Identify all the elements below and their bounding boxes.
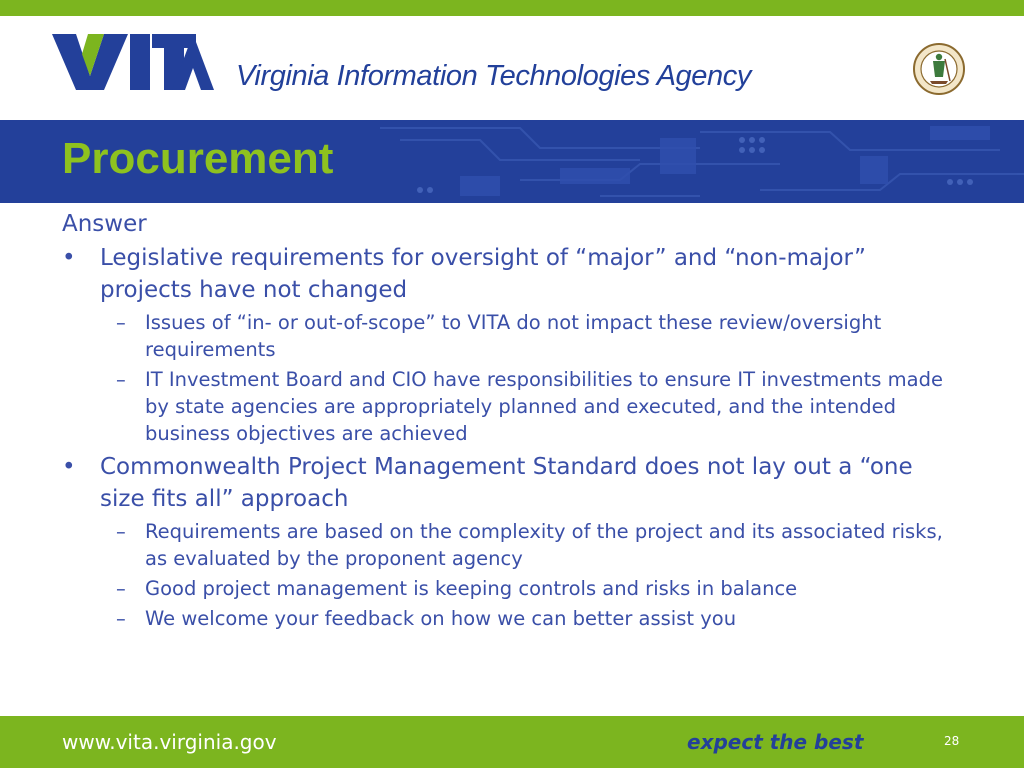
slide-footer [0,716,1024,768]
sub-bullet-item [62,605,962,632]
sub-bullet-text: Requirements are based on the complexity of the project and its associated risks, as evaluated by the proponent agency [145,520,943,570]
bullet-dot-icon: • [62,245,76,271]
agency-name: Virginia Information Technologies Agency [236,60,751,92]
dash-icon: – [116,520,126,543]
sub-bullet-item [62,518,962,572]
top-accent-bar [0,0,1024,16]
slide-header [0,16,1024,120]
sub-bullet-item [62,366,962,447]
dash-icon: – [116,368,126,391]
slide-body [62,210,962,632]
vita-logo [52,34,214,90]
bullet-text: Commonwealth Project Management Standard does not lay out a “one size fits all” approach [100,454,913,512]
sub-bullet-text: We welcome your feedback on how we can better assist you [145,607,737,630]
dash-icon: – [116,577,126,600]
bullet-text: Legislative requirements for oversight of “major” and “non-major” projects have not changed [100,245,866,303]
bullet-item [62,242,962,306]
sub-bullet-text: Issues of “in- or out-of-scope” to VITA do not impact these review/oversight requirements [145,311,882,361]
dash-icon: – [116,311,126,334]
sub-bullet-text: Good project management is keeping controls and risks in balance [145,577,798,600]
bullet-dot-icon: • [62,454,76,480]
virginia-state-seal-icon [913,43,965,95]
sub-bullet-item [62,575,962,602]
sub-bullet-text: IT Investment Board and CIO have responsibilities to ensure IT investments made by state agencies are appropriately planned and executed, and the intended business objectives are achieved [145,368,943,445]
page-number: 28 [944,734,960,748]
sub-bullet-item [62,309,962,363]
answer-heading: Answer [62,211,147,237]
slide-title: Procurement [62,134,334,183]
footer-url: www.vita.virginia.gov [62,730,277,754]
bullet-item [62,451,962,515]
footer-tagline: expect the best [687,730,864,754]
title-band [0,120,1024,203]
dash-icon: – [116,607,126,630]
